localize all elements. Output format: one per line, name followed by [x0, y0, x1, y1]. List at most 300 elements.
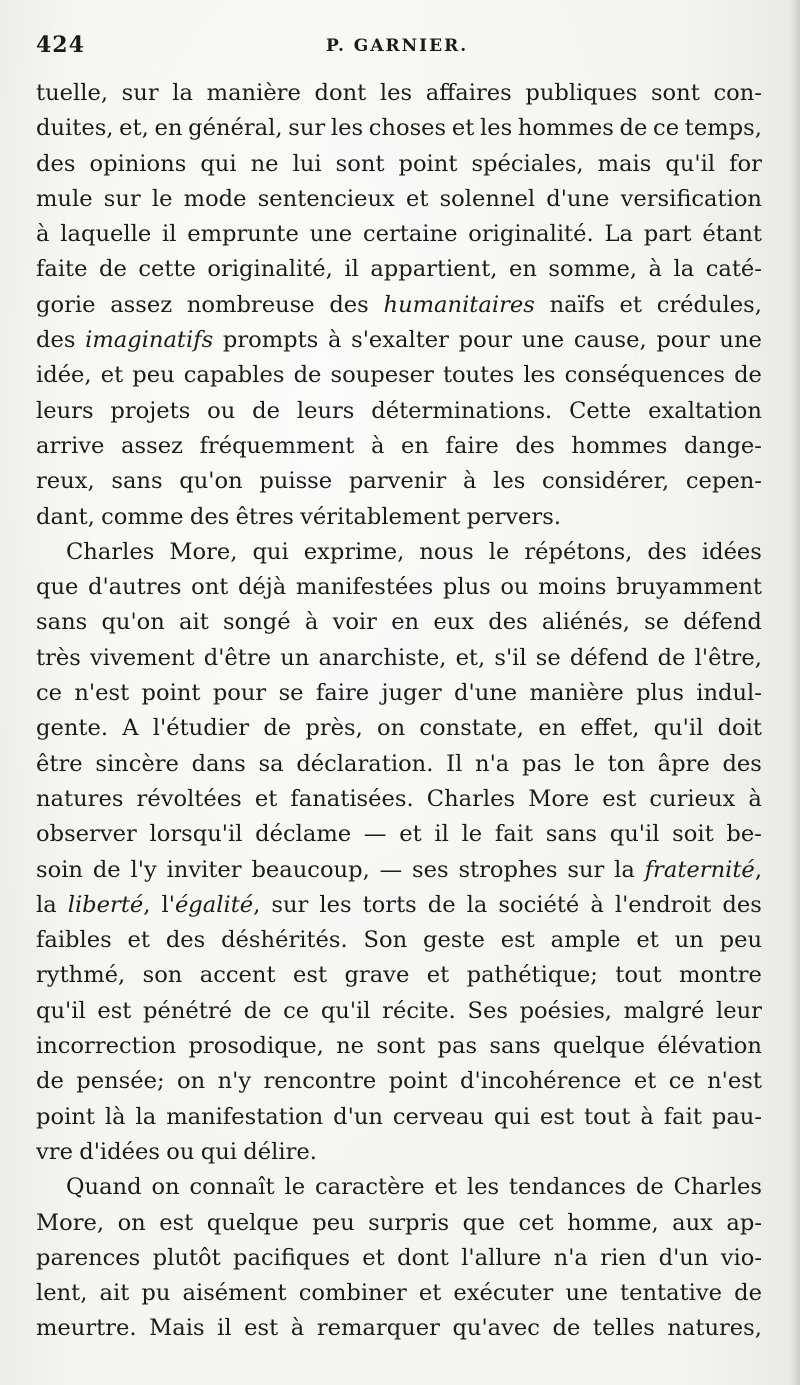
word: il	[217, 1315, 232, 1342]
word: on	[117, 1209, 146, 1236]
word: des	[488, 609, 528, 636]
word: des	[722, 750, 762, 777]
text-line	[36, 394, 762, 429]
word: strophes	[458, 856, 558, 883]
text-line	[36, 1170, 762, 1205]
word: Charles	[426, 785, 516, 812]
word: leurs	[36, 397, 94, 424]
word: en	[391, 609, 420, 636]
word: lui	[292, 150, 322, 177]
word: la	[466, 891, 488, 918]
word: dont	[397, 1244, 449, 1271]
word: pour	[212, 680, 267, 707]
word: telles	[592, 1315, 655, 1342]
word: déclaration.	[296, 750, 434, 777]
word: sa	[258, 750, 284, 777]
word: qu'on	[179, 468, 243, 495]
word: bruyamment	[616, 574, 762, 601]
word: More,	[169, 538, 238, 565]
word: cet	[518, 1209, 554, 1236]
word: fraternité,	[644, 856, 762, 883]
word: voir	[332, 609, 377, 636]
word: nous	[419, 538, 474, 565]
word: manière	[206, 80, 301, 106]
word: de	[92, 856, 121, 883]
word: caractère	[314, 1174, 425, 1201]
word: et	[362, 1244, 385, 1271]
word: malgré	[623, 997, 705, 1024]
word: La	[604, 221, 633, 248]
word: idée,	[36, 362, 92, 389]
word: tuelle,	[36, 80, 109, 106]
word: beaucoup,	[251, 856, 370, 883]
word: défend	[569, 644, 649, 671]
word: capables	[183, 362, 285, 389]
word: spéciales,	[471, 150, 584, 177]
word: est	[602, 785, 637, 812]
word: de	[635, 1174, 664, 1201]
word: prompts	[222, 327, 319, 354]
word: naïfs	[549, 291, 605, 318]
word: caté-	[705, 256, 762, 283]
word: société	[498, 891, 580, 918]
word: êtres	[235, 503, 294, 530]
text-line	[36, 288, 762, 323]
word: cause,	[573, 327, 647, 354]
word: observer	[36, 821, 137, 848]
word: plus	[442, 574, 491, 601]
word: l'endroit	[614, 891, 712, 918]
word: sincère	[95, 750, 179, 777]
word: prosodique,	[188, 1033, 324, 1060]
word: conséquences	[564, 362, 725, 389]
word: ou	[500, 574, 529, 601]
word: opinions	[89, 150, 187, 177]
word: de	[243, 997, 272, 1024]
word: pensée;	[76, 1068, 165, 1095]
word: More	[528, 785, 590, 812]
word: indul-	[696, 680, 762, 707]
running-title: P. GARNIER.	[326, 36, 469, 56]
word: général,	[188, 115, 283, 142]
word: laquelle	[60, 221, 152, 248]
word: sans	[545, 821, 598, 848]
word: mais	[597, 150, 652, 177]
word: moins	[538, 574, 607, 601]
word: pervers.	[466, 503, 562, 530]
word: imaginatifs	[85, 327, 214, 354]
word: on	[377, 715, 406, 742]
word: sur	[121, 80, 159, 106]
word: dange-	[683, 432, 762, 459]
word: déjà	[237, 574, 287, 601]
word: ou	[207, 397, 236, 424]
word: constate,	[419, 715, 524, 742]
word: les	[319, 891, 352, 918]
word: on	[151, 1174, 180, 1201]
word: et	[426, 962, 450, 989]
text-line	[36, 147, 762, 182]
word: rien	[600, 1244, 647, 1271]
word: exprime,	[303, 538, 405, 565]
word: peu	[312, 1209, 355, 1236]
word: des	[36, 150, 76, 177]
word: à	[748, 785, 762, 812]
word: Cette	[569, 397, 632, 424]
word: et	[434, 1174, 457, 1201]
word: les	[466, 1174, 500, 1201]
word: ne	[250, 150, 279, 177]
word: —	[379, 856, 403, 883]
word: hommes	[571, 432, 668, 459]
text-line	[36, 1100, 762, 1135]
word: la	[673, 256, 695, 283]
word: songé	[223, 609, 291, 636]
word: des	[722, 891, 762, 918]
word: Charles	[673, 1174, 762, 1201]
word: manifestation	[166, 1103, 324, 1130]
word: poésies,	[519, 997, 612, 1024]
word: à	[290, 1315, 305, 1342]
word: eux	[433, 609, 475, 636]
text-line	[36, 747, 762, 782]
word: être	[36, 750, 83, 777]
text-line	[36, 853, 762, 888]
word: ce	[283, 997, 310, 1024]
word: de	[734, 1280, 762, 1307]
word: for	[729, 150, 762, 177]
word: leur	[716, 997, 762, 1024]
word: ap-	[726, 1209, 762, 1236]
word: gente.	[36, 715, 109, 742]
word: aliénés,	[541, 609, 630, 636]
word: natures	[36, 785, 124, 812]
word: cette	[138, 256, 196, 283]
word: vivement	[90, 644, 195, 671]
word: en	[538, 715, 567, 742]
word: le	[574, 750, 595, 777]
word: tentative	[620, 1280, 723, 1307]
word: originalité.	[468, 221, 594, 248]
text-line	[36, 464, 762, 499]
word: récite.	[382, 997, 456, 1024]
word: Mais	[149, 1315, 205, 1342]
word: sont	[335, 150, 385, 177]
word: qu'il	[665, 150, 716, 177]
word: parvenir	[348, 468, 447, 495]
word: ou	[166, 1138, 195, 1165]
word: de	[552, 1315, 581, 1342]
word: faire	[445, 432, 499, 459]
word: faite	[36, 256, 88, 283]
word: les	[379, 80, 413, 106]
word: —	[363, 821, 387, 848]
word: une	[309, 221, 353, 248]
word: pour	[656, 327, 710, 354]
word: ait	[179, 609, 209, 636]
word: cepen-	[685, 468, 762, 495]
text-line	[36, 323, 762, 358]
word: à	[36, 221, 50, 248]
word: sans	[36, 609, 88, 636]
word: parences	[36, 1244, 141, 1271]
word: effet,	[580, 715, 640, 742]
word: humanitaires	[383, 291, 535, 318]
word: à	[304, 609, 319, 636]
word: sans	[111, 468, 163, 495]
word: des	[165, 927, 206, 954]
word: répétons,	[524, 538, 633, 565]
running-head	[36, 28, 762, 68]
word: pu	[141, 1280, 171, 1307]
word: exaltation	[648, 397, 762, 424]
word: cerveau	[392, 1103, 484, 1130]
word: à	[648, 256, 662, 283]
word: l'égalité,	[161, 891, 261, 918]
word: point	[36, 1103, 95, 1130]
word: l'être,	[694, 644, 762, 671]
word: fait	[494, 821, 534, 848]
word: les	[479, 115, 513, 142]
word: crédules,	[656, 291, 762, 318]
word: torts	[362, 891, 417, 918]
word: d'autres	[87, 574, 182, 601]
word: en	[401, 432, 429, 459]
word: un	[674, 927, 704, 954]
word: une	[719, 327, 762, 354]
word: pas	[522, 750, 562, 777]
word: le	[284, 1174, 306, 1201]
word: n'est	[707, 1068, 762, 1095]
word: des	[189, 503, 230, 530]
text-line	[36, 817, 762, 852]
word: publiques	[525, 80, 638, 106]
word: manière	[529, 680, 624, 707]
page-edge-shadow	[790, 0, 800, 1385]
word: point	[141, 680, 201, 707]
word: il	[434, 821, 449, 848]
word: de	[252, 397, 280, 424]
text-line	[36, 605, 762, 640]
word: pour	[458, 327, 513, 354]
word: il	[161, 221, 177, 248]
word: lent,	[36, 1280, 88, 1307]
text-line	[36, 1311, 762, 1346]
word: le	[151, 185, 173, 212]
word: ses	[412, 856, 449, 883]
word: qu'avec	[452, 1315, 540, 1342]
word: emprunte	[187, 221, 299, 248]
word: n'y	[217, 1068, 252, 1095]
word: qui	[493, 1103, 531, 1130]
word: point	[398, 150, 458, 177]
word: Ses	[467, 997, 508, 1024]
word: gorie	[36, 291, 96, 318]
word: geste	[423, 927, 485, 954]
word: incorrection	[36, 1033, 177, 1060]
word: comme	[101, 503, 184, 530]
word: sentencieux	[257, 185, 395, 212]
word: puisse	[259, 468, 333, 495]
word: sur	[103, 185, 141, 212]
word: fanatisées.	[290, 785, 414, 812]
word: déshérités.	[221, 927, 348, 954]
word: la	[172, 80, 193, 106]
word: qui	[200, 1138, 237, 1165]
word: tendances	[508, 1174, 627, 1201]
word: anarchiste,	[318, 644, 447, 671]
word: les	[523, 362, 556, 389]
word: natures,	[667, 1315, 762, 1342]
text-line	[36, 1276, 762, 1311]
word: et	[451, 115, 475, 142]
word: d'être	[203, 644, 272, 671]
text-line	[36, 888, 762, 923]
word: un	[280, 644, 310, 671]
word: Charles	[66, 538, 155, 565]
word: qui	[252, 538, 289, 565]
word: aux	[672, 1209, 713, 1236]
word: l'allure	[461, 1244, 542, 1271]
page-number: 424	[36, 32, 85, 58]
word: s'il	[494, 644, 527, 671]
word: nombreuse	[186, 291, 315, 318]
word: Il	[446, 750, 463, 777]
word: curieux	[649, 785, 736, 812]
word: sur	[271, 891, 309, 918]
word: arrive	[36, 432, 105, 459]
word: en	[154, 115, 183, 142]
word: l'étudier	[152, 715, 250, 742]
word: toutes	[442, 362, 515, 389]
word: de	[36, 1068, 64, 1095]
word: projets	[110, 397, 191, 424]
word: assez	[110, 291, 173, 318]
word: idées	[701, 538, 762, 565]
word: juger	[381, 680, 442, 707]
word: mode	[183, 185, 247, 212]
word: combiner	[298, 1280, 407, 1307]
word: qui	[200, 150, 237, 177]
word: et	[100, 362, 124, 389]
word: une	[565, 1280, 608, 1307]
word: montre	[679, 962, 762, 989]
word: est	[97, 997, 132, 1024]
word: soupeser	[330, 362, 434, 389]
text-line	[36, 1135, 762, 1170]
word: quelque	[206, 1209, 299, 1236]
word: tout	[584, 1103, 631, 1130]
word: et	[127, 927, 150, 954]
word: la	[614, 856, 635, 883]
word: fait	[663, 1103, 702, 1130]
word: là	[104, 1103, 126, 1130]
word: surpris	[368, 1209, 450, 1236]
word: pacifiques	[233, 1244, 350, 1271]
text-line	[36, 676, 762, 711]
text-line	[36, 76, 762, 111]
text-line	[36, 1241, 762, 1276]
word: et	[418, 1280, 442, 1307]
word: est	[500, 927, 535, 954]
word: est	[292, 962, 328, 989]
word: et,	[119, 115, 149, 142]
word: versification	[620, 185, 762, 212]
word: assez	[121, 432, 183, 459]
text-line	[36, 570, 762, 605]
word: appartient,	[370, 256, 498, 283]
word: sont	[650, 80, 700, 106]
word: pathétique;	[466, 962, 598, 989]
word: son	[142, 962, 183, 989]
word: qu'il	[653, 715, 704, 742]
word: peu	[132, 362, 175, 389]
word: de	[293, 362, 322, 389]
word: d'idées	[79, 1138, 160, 1165]
text-line	[36, 711, 762, 746]
word: faire	[315, 680, 370, 707]
text-line	[36, 641, 762, 676]
body-text	[36, 76, 762, 1347]
word: n'a	[553, 1244, 588, 1271]
word: et	[405, 185, 429, 212]
text-line	[36, 252, 762, 287]
word: le	[488, 538, 510, 565]
word: ce	[36, 680, 63, 707]
word: d'une	[454, 680, 518, 707]
word: et	[633, 1068, 657, 1095]
word: dant,	[36, 503, 95, 530]
word: More,	[36, 1209, 105, 1236]
word: de	[619, 115, 648, 142]
word: de	[427, 891, 456, 918]
word: soin	[36, 856, 83, 883]
word: en	[508, 256, 537, 283]
word: somme,	[548, 256, 638, 283]
word: d'un	[333, 1103, 383, 1130]
text-line	[36, 994, 762, 1029]
word: considérer,	[542, 468, 670, 495]
word: à	[327, 327, 342, 354]
word: n'a	[475, 750, 510, 777]
word: point	[388, 1068, 448, 1095]
word: pas	[437, 1033, 478, 1060]
word: reux,	[36, 468, 95, 495]
word: que	[36, 574, 79, 601]
word: la	[36, 891, 57, 918]
word: est	[540, 1103, 575, 1130]
word: d'un	[658, 1244, 709, 1271]
word: à	[640, 1103, 654, 1130]
word: et	[254, 785, 278, 812]
word: le	[461, 821, 483, 848]
word: qu'il	[320, 997, 371, 1024]
word: sur	[288, 115, 326, 142]
word: liberté,	[67, 891, 151, 918]
word: et,	[455, 644, 486, 671]
word: ce	[668, 1068, 695, 1095]
word: hommes	[517, 115, 614, 142]
word: A	[122, 715, 139, 742]
word: se	[278, 680, 304, 707]
word: et	[399, 821, 422, 848]
text-line	[36, 1029, 762, 1064]
text-line	[36, 782, 762, 817]
text-line	[36, 500, 762, 535]
word: ont	[191, 574, 229, 601]
text-line	[36, 217, 762, 252]
word: qu'il	[36, 997, 86, 1024]
